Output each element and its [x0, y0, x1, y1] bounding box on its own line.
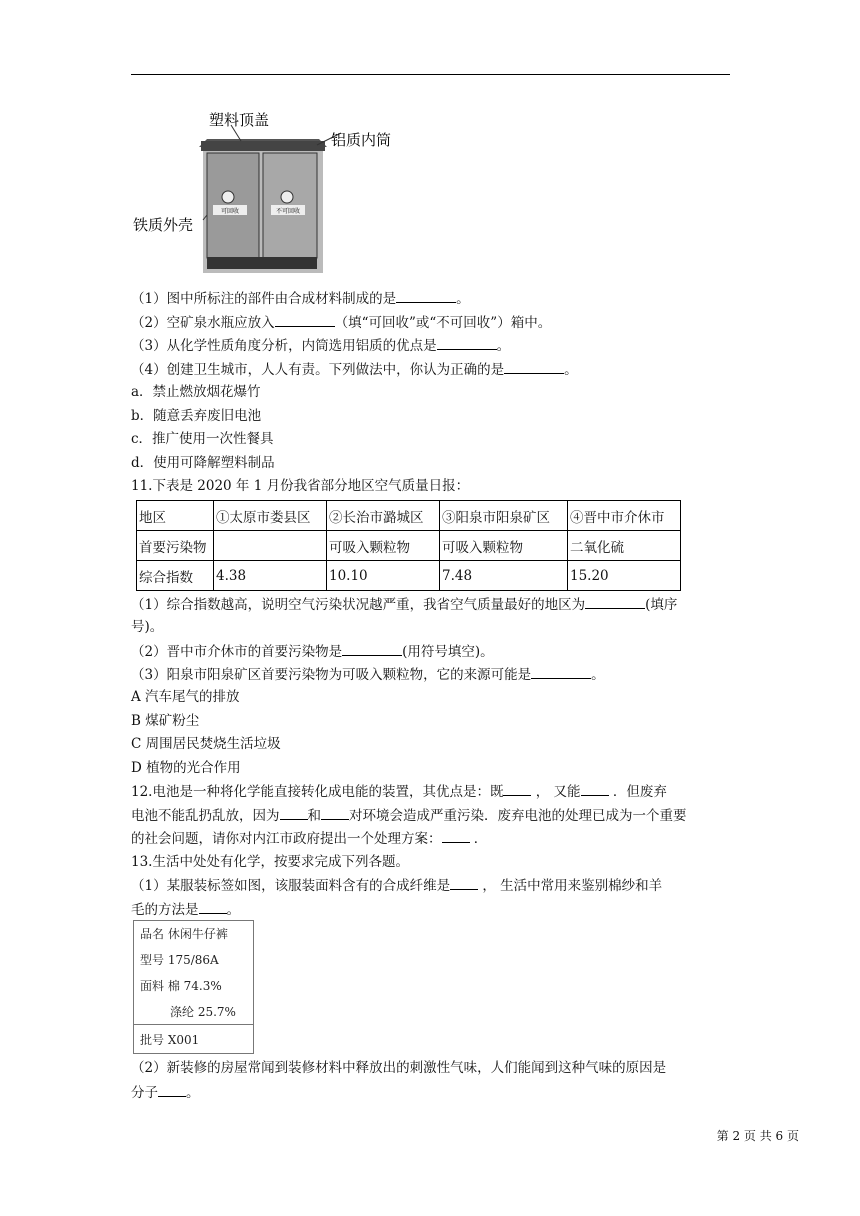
table-cell: ①太原市娄县区	[214, 501, 327, 531]
header-rule	[131, 74, 730, 75]
bin-left-sticker: 可回收	[220, 208, 240, 215]
answer-blank[interactable]	[280, 807, 308, 820]
table-cell: 地区	[137, 501, 214, 531]
q11-option-c: C 周围居民焚烧生活垃圾	[131, 736, 281, 752]
q11-part2: （2）晋中市介休市的首要污染物是 (用符号填空)。	[131, 644, 494, 660]
q10-part1: （1）图中所标注的部件由合成材料制成的是 。	[131, 291, 470, 307]
answer-blank[interactable]	[437, 337, 497, 350]
q11-part1-cont: 号)。	[131, 619, 164, 635]
inner-bin-label: 铝质内筒	[331, 131, 392, 149]
page-number: 第 2 页 共 6 页	[716, 1129, 799, 1143]
table-cell: 可吸入颗粒物	[327, 531, 440, 561]
label-name: 品名 休闲牛仔裤	[140, 927, 228, 941]
table-cell: 10.10	[327, 561, 440, 591]
q10-option-c: c．推广使用一次性餐具	[131, 431, 274, 447]
table-cell: ④晋中市介休市	[568, 501, 681, 531]
q12-line1: 12.电池是一种将化学能直接转化成电能的装置，其优点是：既 ， 又能 ．但废弃	[131, 784, 667, 800]
answer-blank[interactable]	[503, 783, 531, 796]
clothing-label-figure	[133, 920, 254, 1054]
q10-part2: （2）空矿泉水瓶应放入 （填“可回收”或“不可回收”）箱中。	[131, 315, 552, 331]
table-cell: 可吸入颗粒物	[440, 531, 568, 561]
answer-blank[interactable]	[396, 290, 456, 303]
answer-blank[interactable]	[531, 666, 591, 679]
q10-part4: （4）创建卫生城市，人人有责。下列做法中，你认为正确的是 。	[131, 362, 578, 378]
label-fabric-polyester: 涤纶 25.7%	[170, 1005, 236, 1019]
q13-part2-cont: 分子 。	[131, 1085, 200, 1101]
q10-option-d: d．使用可降解塑料制品	[131, 455, 275, 471]
q13-part1: （1）某服装标签如图，该服装面料含有的合成纤维是 ， 生活中常用来鉴别棉纱和羊	[131, 878, 663, 894]
answer-blank[interactable]	[158, 1084, 186, 1097]
q11-part3: （3）阳泉市阳泉矿区首要污染物为可吸入颗粒物，它的来源可能是 。	[131, 667, 605, 683]
q11-option-b: B 煤矿粉尘	[131, 713, 200, 729]
label-model: 型号 175/86A	[140, 953, 219, 967]
table-cell	[214, 531, 327, 561]
table-row	[137, 561, 681, 591]
table-cell: 4.38	[214, 561, 327, 591]
q13-intro: 13.生活中处处有化学，按要求完成下列各题。	[131, 854, 409, 870]
answer-blank[interactable]	[450, 877, 478, 890]
answer-blank[interactable]	[199, 901, 227, 914]
table-row	[137, 531, 681, 561]
table-cell: ③阳泉市阳泉矿区	[440, 501, 568, 531]
answer-blank[interactable]	[585, 596, 645, 609]
table-cell: 7.48	[440, 561, 568, 591]
table-header-row	[137, 501, 681, 531]
q10-option-a: a．禁止燃放烟花爆竹	[131, 384, 261, 400]
answer-blank[interactable]	[581, 783, 609, 796]
answer-blank[interactable]	[342, 643, 402, 656]
label-fabric-cotton: 面料 棉 74.3%	[140, 979, 222, 993]
answer-blank[interactable]	[442, 830, 470, 843]
q13-part2: （2）新装修的房屋常闻到装修材料中释放出的刺激性气味，人们能闻到这种气味的原因是	[131, 1060, 667, 1076]
label-divider	[134, 1024, 253, 1025]
answer-blank[interactable]	[504, 361, 564, 374]
answer-blank[interactable]	[321, 807, 349, 820]
q13-part1-cont: 毛的方法是 。	[131, 902, 240, 918]
answer-blank[interactable]	[275, 314, 335, 327]
table-cell: 综合指数	[137, 561, 214, 591]
q10-part3: （3）从化学性质角度分析，内筒选用铝质的优点是 。	[131, 338, 511, 354]
outer-shell-label: 铁质外壳	[133, 216, 194, 234]
q11-intro: 11.下表是 2020 年 1 月份我省部分地区空气质量日报：	[131, 478, 470, 494]
q11-option-a: A 汽车尾气的排放	[131, 689, 240, 705]
top-cover-label: 塑料顶盖	[209, 111, 270, 129]
air-quality-table	[136, 500, 681, 591]
recycle-bin-figure	[131, 105, 411, 275]
q11-option-d: D 植物的光合作用	[131, 760, 241, 776]
q10-option-b: b．随意丢弃废旧电池	[131, 408, 262, 424]
q11-part1: （1）综合指数越高，说明空气污染状况越严重，我省空气质量最好的地区为 (填序	[131, 597, 678, 613]
table-cell: 二氧化硫	[568, 531, 681, 561]
table-cell: ②长治市潞城区	[327, 501, 440, 531]
q12-line3: 的社会问题，请你对内江市政府提出一个处理方案： ．	[131, 831, 488, 847]
table-cell: 15.20	[568, 561, 681, 591]
bin-right-sticker: 不可回收	[275, 208, 301, 215]
label-batch: 批号 X001	[140, 1033, 200, 1047]
table-cell: 首要污染物	[137, 531, 214, 561]
q12-line2: 电池不能乱扔乱放，因为 和 对环境会造成严重污染．废弃电池的处理已成为一个重要	[131, 808, 687, 824]
